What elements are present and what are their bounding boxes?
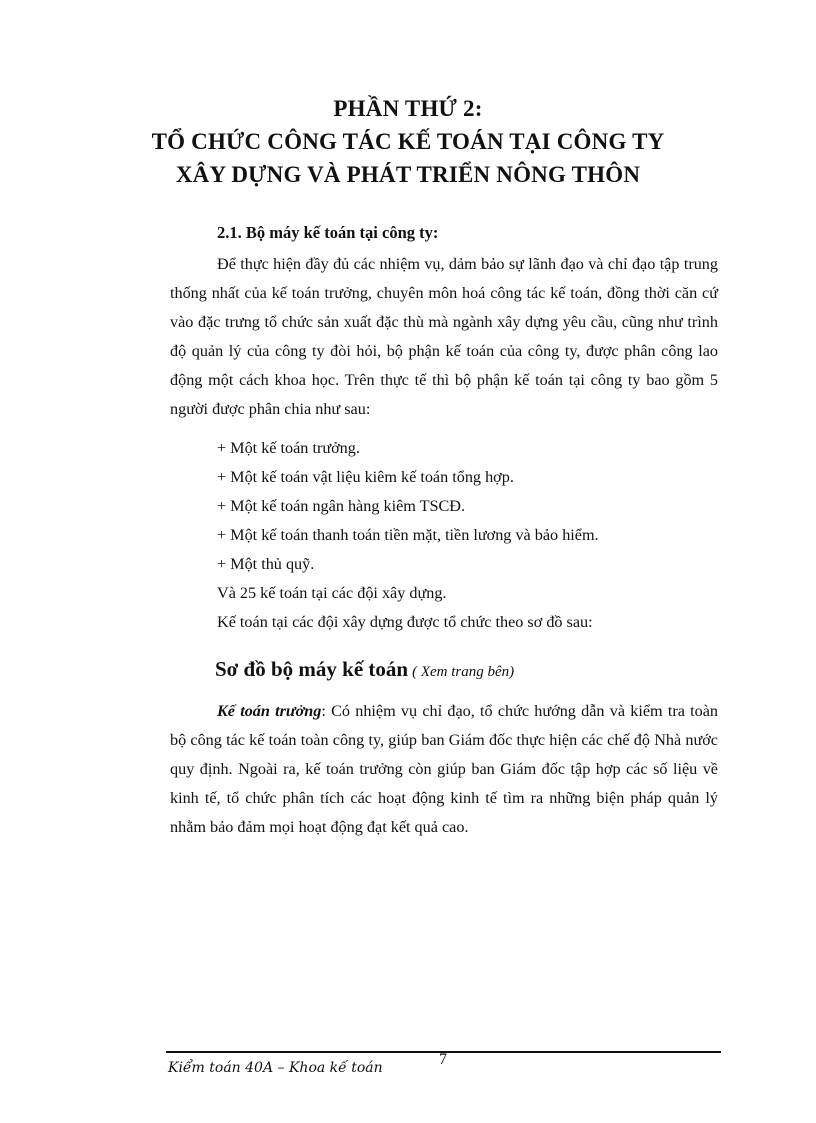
staff-list-item: + Một kế toán ngân hàng kiêm TSCĐ. — [217, 497, 466, 515]
intro-paragraph — [170, 250, 718, 424]
page-number: 7 — [439, 1051, 447, 1068]
page-title — [0, 92, 816, 191]
diagram-heading — [215, 657, 514, 682]
section-heading: 2.1. Bộ máy kế toán tại công ty: — [217, 223, 439, 242]
diagram-see-next-page-note: ( Xem trang bên) — [412, 664, 515, 680]
staff-list-item: + Một kế toán trưởng. — [217, 439, 360, 457]
title-chapter-line: TỔ CHỨC CÔNG TÁC KẾ TOÁN TẠI CÔNG TY — [151, 129, 665, 154]
team-org-note: Kế toán tại các đội xây dựng được tổ chức theo sơ đồ sau: — [217, 613, 593, 631]
footer-course-label: Kiểm toán 40A – Khoa kế toán — [168, 1060, 383, 1076]
chief-accountant-description: : Có nhiệm vụ chỉ đạo, tổ chức hướng dẫn và kiểm tra toàn bộ công tác kế toán toàn công ty, giúp ban Giám đốc thực hiện các chế độ Nhà nước quy định. Ngoài ra, kế toán trưởng còn giúp ban Giám đốc tập hợp các số liệu về kinh tế, tổ chức phân tích các hoạt động kinh tế tìm ra những biện pháp quản lý nhằm bảo đảm mọi hoạt động đạt kết quả cao. — [170, 702, 718, 836]
chief-accountant-term: Kế toán trưởng — [217, 702, 322, 720]
staff-list-item: + Một kế toán vật liệu kiêm kế toán tổng hợp. — [217, 468, 514, 486]
team-accountants-note: Và 25 kế toán tại các đội xây dựng. — [217, 584, 447, 602]
intro-paragraph-text: Để thực hiện đầy đủ các nhiệm vụ, dảm bảo sự lãnh đạo và chỉ đạo tập trung thống nhất của kế toán trưởng, chuyên môn hoá công tác kế toán, đồng thời căn cứ vào đặc trưng tổ chức sản xuất đặc thù mà ngành xây dựng yêu cầu, cũng như trình độ quản lý của công ty đòi hỏi, bộ phận kế toán của công ty, được phân công lao động một cách khoa học. Trên thực tế thì bộ phận kế toán tại công ty bao gồm 5 người được phân chia như sau: — [170, 255, 718, 418]
title-company-line: XÂY DỰNG VÀ PHÁT TRIỂN NÔNG THÔN — [175, 162, 641, 187]
title-part-label: PHẦN THỨ 2: — [333, 96, 483, 121]
diagram-title: Sơ đồ bộ máy kế toán — [215, 657, 409, 681]
chief-accountant-paragraph — [170, 697, 718, 842]
staff-list-item: + Một kế toán thanh toán tiền mặt, tiền lương và bảo hiểm. — [217, 526, 599, 544]
staff-list-item: + Một thủ quỹ. — [217, 555, 315, 573]
